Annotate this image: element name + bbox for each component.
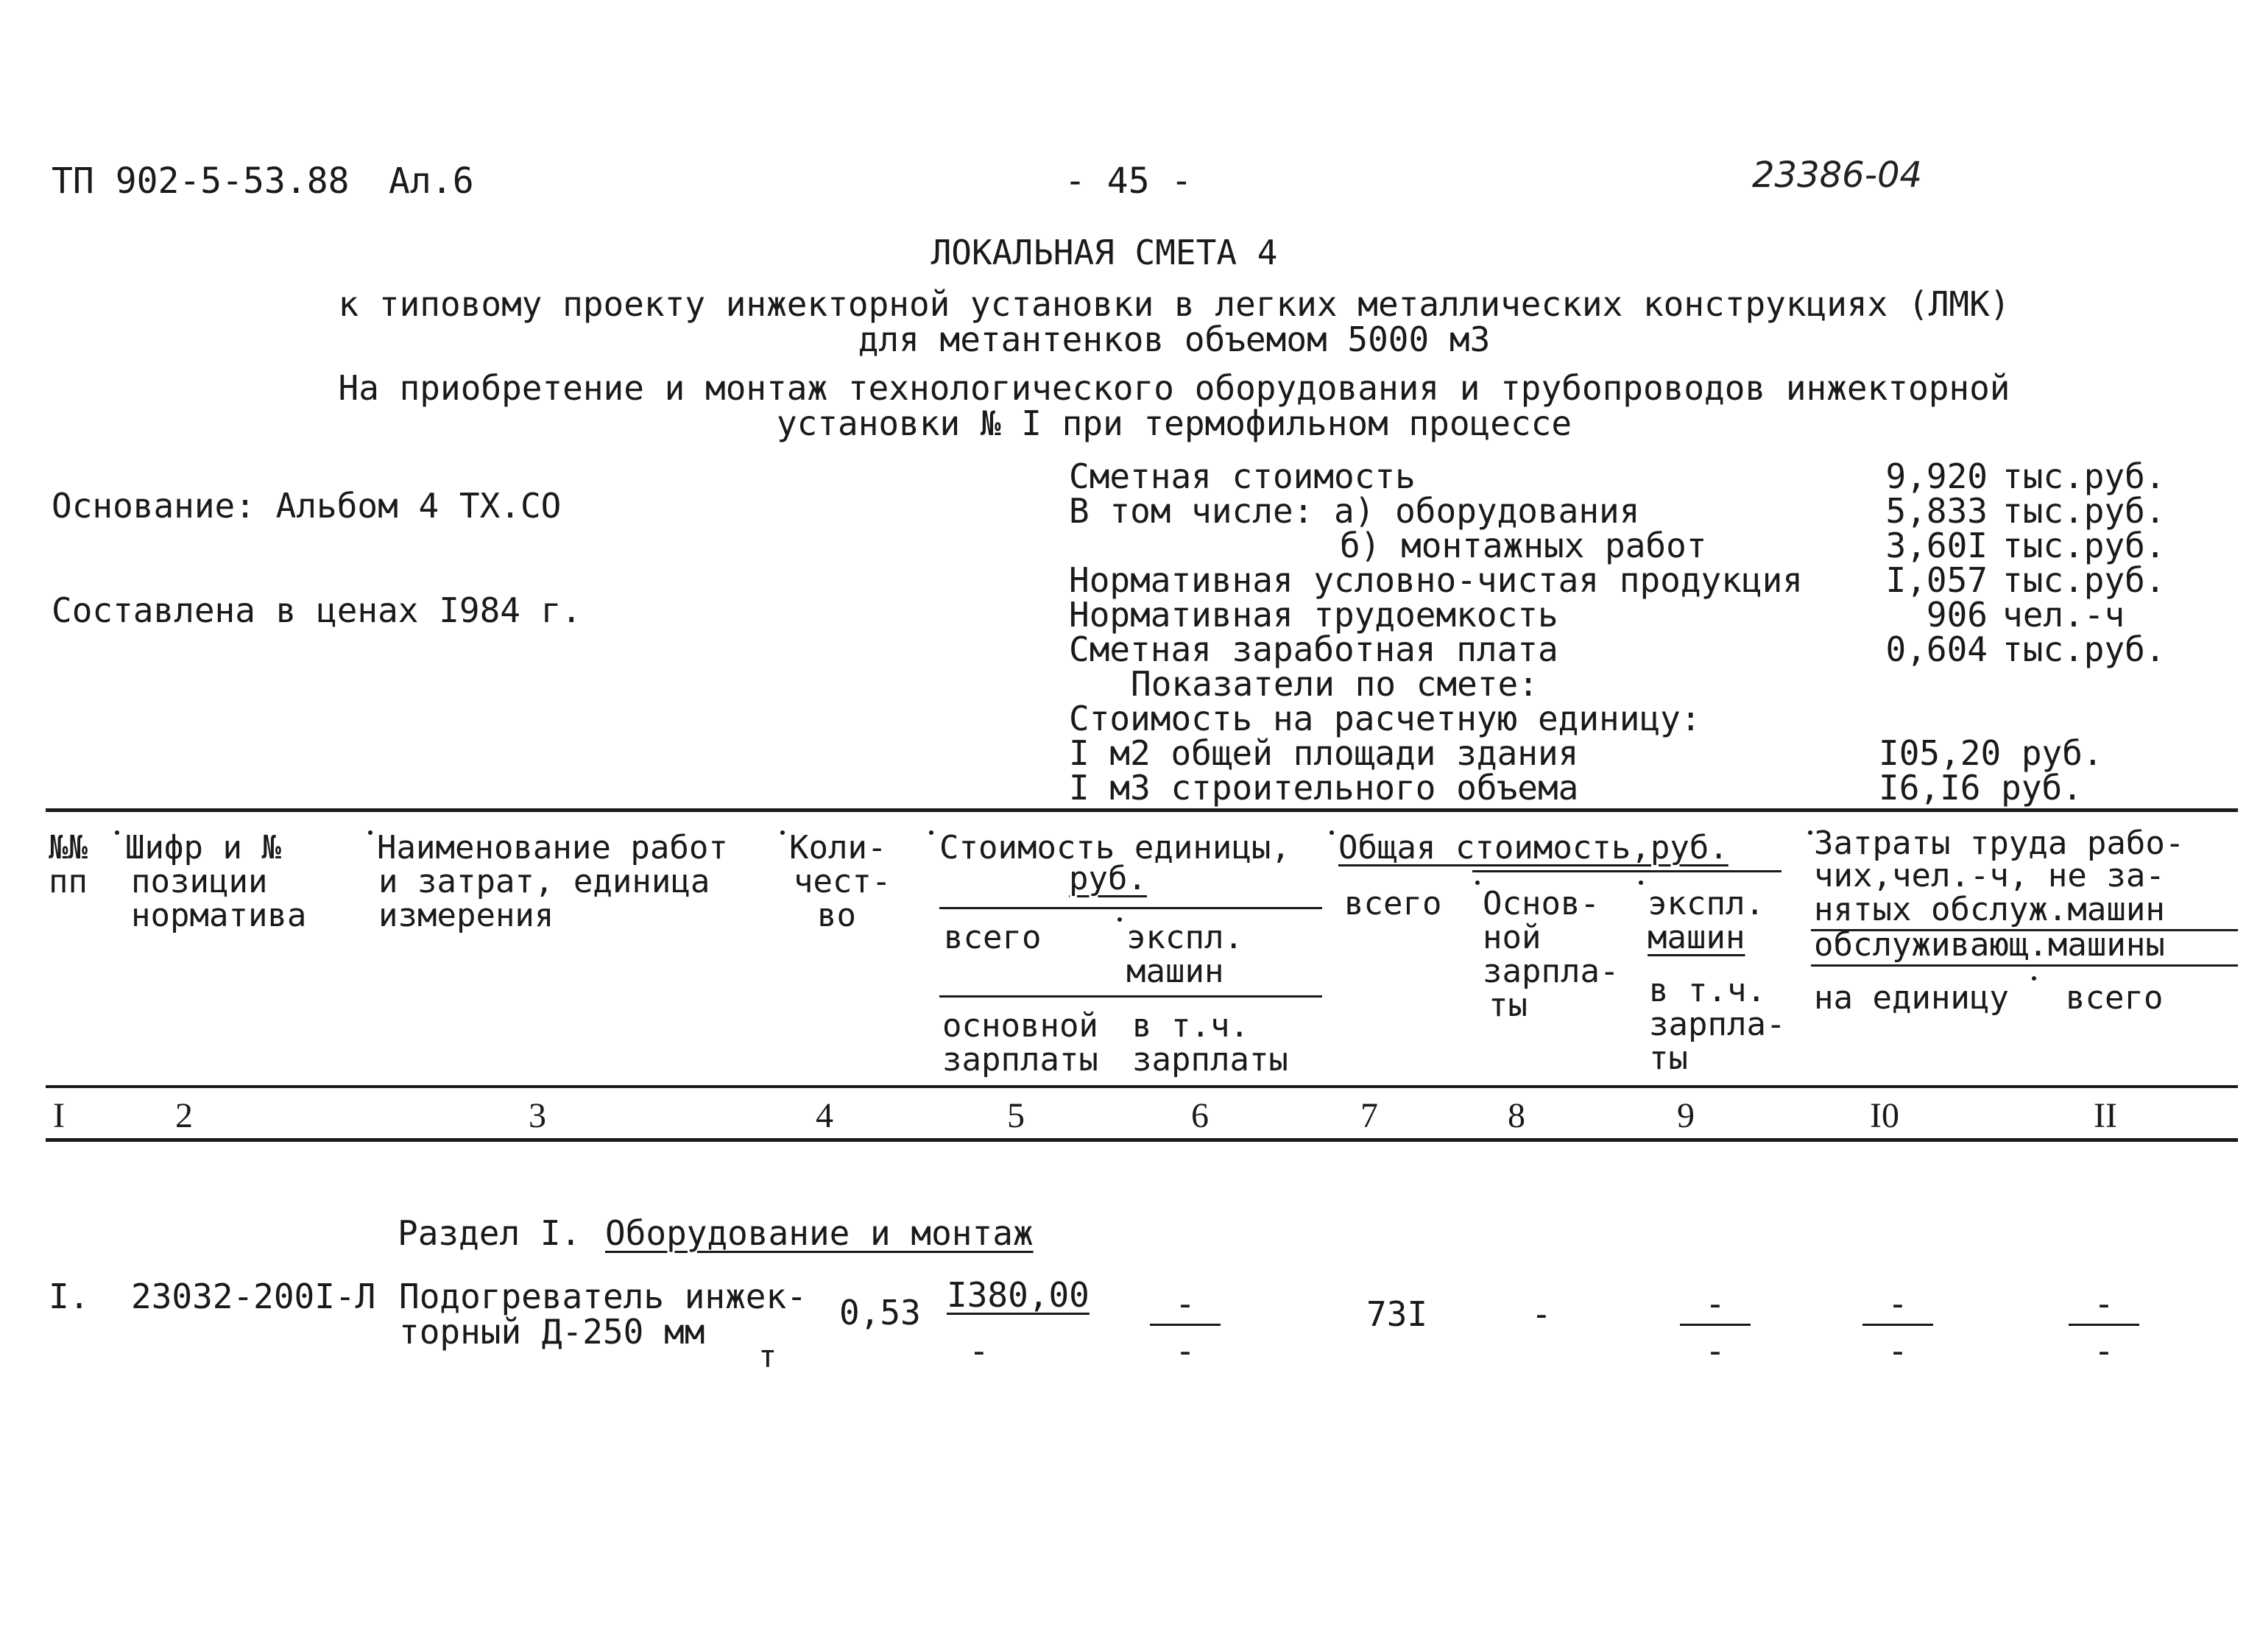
- header-col6-top-line2: машин: [1126, 953, 1224, 990]
- column-number: 8: [1508, 1096, 1525, 1135]
- prices-text: Составлена в ценах I984 г.: [52, 590, 582, 630]
- header-col6-bottom-line1: в т.ч.: [1132, 1007, 1249, 1045]
- row-unit: т: [758, 1338, 777, 1374]
- summary-value: 3,60I: [1885, 526, 1988, 565]
- section-title: Оборудование и монтаж: [605, 1213, 1034, 1253]
- title-subline-4: установки № I при термофильном процессе: [776, 403, 1572, 443]
- summary-unit: тыс.руб.: [2002, 560, 2166, 600]
- summary-label: В том числе: а) оборудования: [1069, 491, 1640, 531]
- column-number: I: [53, 1096, 65, 1135]
- header-col5-top: всего: [944, 919, 1042, 956]
- column-dot: [368, 830, 372, 835]
- row-unit-cost-wages: -: [969, 1331, 989, 1371]
- unit-cost-mid-rule: [939, 995, 1322, 998]
- row-total-wages: -: [1531, 1294, 1552, 1334]
- summary-unit: тыс.руб.: [2002, 526, 2166, 565]
- column-dot: [1639, 880, 1643, 885]
- header-col4-line1: Коли-: [789, 829, 887, 866]
- header-col9-bottom-line3: ты: [1649, 1039, 1688, 1077]
- basis-text: Основание: Альбом 4 ТХ.СО: [52, 486, 562, 526]
- row-labor-per-unit: -: [1888, 1284, 1908, 1324]
- title-subline-1: к типовому проекту инжекторной установки в легких металлических конструкциях (ЛМК): [338, 284, 2010, 324]
- header-col9-bottom-line1: в т.ч.: [1649, 972, 1766, 1009]
- fraction-bar: [1680, 1324, 1751, 1326]
- column-dot: [1808, 830, 1812, 835]
- header-col8-line3: зарпла-: [1483, 953, 1620, 990]
- per-unit-label: I м3 строительного объема: [1069, 768, 1579, 808]
- row-labor-total: -: [2094, 1284, 2114, 1324]
- header-col5-bottom-line1: основной: [942, 1007, 1098, 1045]
- fraction-bar: [2069, 1324, 2139, 1326]
- column-dot: [929, 830, 933, 835]
- row-total-cost: 73I: [1366, 1294, 1428, 1334]
- header-col9-top-line1: экспл.: [1648, 885, 1765, 922]
- column-number: 3: [529, 1096, 546, 1135]
- album-label: Ал.6: [389, 160, 474, 202]
- page-number: - 45 -: [1064, 160, 1193, 202]
- column-dot: [2032, 976, 2036, 981]
- summary-value: 906: [1926, 595, 1988, 635]
- column-number: 4: [816, 1096, 833, 1135]
- column-number: 9: [1677, 1096, 1695, 1135]
- header-col6-top-line1: экспл.: [1126, 919, 1243, 956]
- summary-label: Нормативная трудоемкость: [1069, 595, 1558, 635]
- header-col2-line1: Шифр и №: [125, 829, 281, 866]
- header-col2-line3: норматива: [131, 897, 307, 934]
- summary-unit: тыс.руб.: [2002, 629, 2166, 669]
- doc-code: ТП 902-5-53.88: [52, 160, 350, 202]
- header-labor-line2: чих,чел.-ч, не за-: [1814, 857, 2165, 894]
- column-number: 6: [1191, 1096, 1209, 1135]
- column-dot: [115, 830, 119, 835]
- title-subline-2: для метантенков объемом 5000 м3: [858, 320, 1491, 359]
- header-unit-cost: Стоимость единицы,: [939, 829, 1290, 866]
- summary-label: Сметная заработная плата: [1069, 629, 1558, 669]
- header-col11: всего: [2066, 979, 2164, 1017]
- summary-unit: чел.-ч: [2002, 595, 2125, 635]
- header-col9-bottom-line2: зарпла-: [1649, 1006, 1786, 1043]
- summary-value: 0,604: [1885, 629, 1988, 669]
- header-col4-line2: чест-: [794, 863, 891, 900]
- header-col8-line2: ной: [1483, 919, 1542, 956]
- column-dot: [1475, 880, 1480, 885]
- column-number: I0: [1870, 1096, 1899, 1135]
- header-col5-bottom-line2: зарплаты: [942, 1041, 1098, 1079]
- header-col10: на единицу: [1814, 979, 2009, 1017]
- row-number: I.: [49, 1277, 90, 1316]
- row-code: 23032-200I-Л: [131, 1277, 376, 1316]
- row-quantity: 0,53: [839, 1293, 921, 1332]
- column-number: 5: [1007, 1096, 1025, 1135]
- header-col3-line2: и затрат, единица: [378, 863, 710, 900]
- summary-label: б) монтажных работ: [1340, 526, 1707, 565]
- total-cost-subrule: [1472, 870, 1781, 872]
- header-total-cost: Общая стоимость,руб.: [1338, 829, 1728, 866]
- table-column-number-rule: [46, 1138, 2238, 1142]
- fraction-bar: [1150, 1324, 1221, 1326]
- labor-mid-rule: [1811, 964, 2238, 967]
- unit-cost-title: Стоимость на расчетную единицу:: [1069, 699, 1701, 738]
- header-col2-line2: позиции: [131, 863, 268, 900]
- per-unit-value: I05,20 руб.: [1879, 733, 2103, 773]
- per-unit-label: I м2 общей площади здания: [1069, 733, 1579, 773]
- row-name-line1: Подогреватель инжек-: [399, 1277, 807, 1316]
- summary-label: Сметная стоимость: [1069, 456, 1416, 496]
- summary-label: Нормативная условно-чистая продукция: [1069, 560, 1803, 600]
- row-unit-cost-machine-wages: -: [1175, 1331, 1196, 1371]
- header-labor-line4: обслуживающ.машины: [1814, 926, 2165, 964]
- section-prefix: Раздел I.: [398, 1213, 582, 1253]
- fraction-bar: [1862, 1324, 1933, 1326]
- unit-cost-subrule: [939, 907, 1322, 909]
- summary-unit: тыс.руб.: [2002, 491, 2166, 531]
- per-unit-value: I6,I6 руб.: [1879, 768, 2083, 808]
- column-dot: [780, 830, 785, 835]
- column-dot: [1117, 917, 1122, 922]
- header-labor-line3: нятых обслуж.машин: [1814, 891, 2165, 928]
- header-col1-line1: №№: [49, 829, 88, 866]
- header-col8-line1: Основ-: [1483, 885, 1600, 922]
- row-unit-cost-total: I380,00: [947, 1275, 1090, 1315]
- indicators-title: Показатели по смете:: [1131, 664, 1539, 704]
- column-number: 7: [1360, 1096, 1378, 1135]
- row-total-machines: -: [1705, 1284, 1726, 1324]
- summary-value: I,057: [1885, 560, 1988, 600]
- handwritten-stamp: 23386-04: [1752, 155, 1923, 196]
- column-dot: [1329, 830, 1334, 835]
- title-subline-3: На приобретение и монтаж технологического оборудования и трубопроводов инжекторной: [338, 368, 2010, 408]
- row-labor-per-unit-machines: -: [1888, 1331, 1908, 1371]
- row-unit-cost-machines: -: [1175, 1284, 1196, 1324]
- summary-unit: тыс.руб.: [2002, 456, 2166, 496]
- header-unit-cost-currency: руб.: [1069, 860, 1147, 897]
- document-title: ЛОКАЛЬНАЯ СМЕТА 4: [931, 233, 1278, 272]
- column-number: II: [2094, 1096, 2117, 1135]
- header-col3-line3: измерения: [378, 897, 554, 934]
- header-col1-line2: пп: [49, 863, 88, 900]
- header-col7: всего: [1344, 885, 1442, 922]
- summary-value: 9,920: [1885, 456, 1988, 496]
- header-col8-line4: ты: [1489, 986, 1528, 1024]
- summary-value: 5,833: [1885, 491, 1988, 531]
- table-top-rule: [46, 808, 2238, 812]
- header-col6-bottom-line2: зарплаты: [1132, 1041, 1288, 1079]
- row-labor-total-machines: -: [2094, 1331, 2114, 1371]
- table-header-bottom-rule: [46, 1085, 2238, 1088]
- row-name-line2: торный Д-250 мм: [399, 1312, 705, 1352]
- header-col9-top-line2: машин: [1648, 919, 1745, 956]
- header-labor-line1: Затраты труда рабо-: [1814, 825, 2185, 862]
- row-total-machine-wages: -: [1705, 1331, 1726, 1371]
- header-col4-line3: во: [817, 897, 856, 934]
- header-col3-line1: Наименование работ: [377, 829, 728, 866]
- column-number: 2: [175, 1096, 193, 1135]
